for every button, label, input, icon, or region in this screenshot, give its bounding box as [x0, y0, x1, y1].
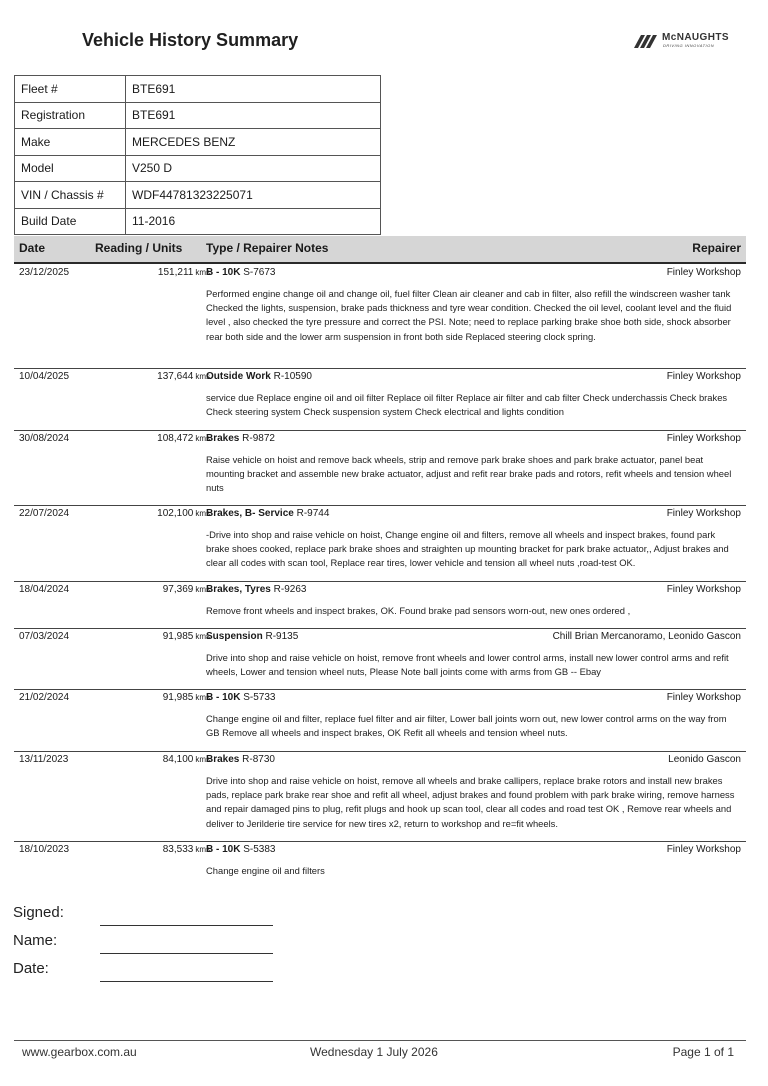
entry-reading-unit: kms	[195, 268, 210, 277]
vehicle-row	[15, 182, 381, 209]
entry-ref: R-8730	[242, 754, 275, 765]
page-title: Vehicle History Summary	[82, 30, 299, 50]
vehicle-field-value: BTE691	[126, 76, 381, 103]
history-entry	[14, 581, 746, 618]
entry-date: 23/12/2025	[19, 267, 70, 278]
entry-summary	[14, 841, 746, 859]
vehicle-field-label: Registration	[15, 102, 126, 129]
entry-repairer: Finley Workshop	[666, 508, 741, 519]
entry-type-name: Brakes, B- Service	[206, 508, 294, 519]
entry-reading-unit: kms	[195, 509, 210, 518]
entry-notes: Drive into shop and raise vehicle on hoist, remove front wheels and lower control arms, install new lower control arms and refit wheels, Lower and tension wheel nuts, Please Note ball joints come with arms from GB -- Ebay	[206, 652, 729, 678]
entry-notes: -Drive into shop and raise vehicle on hoist, Change engine oil and filters, remove all wheels and inspect brakes, found park brake shoes cooked, replace park brake shoes and straighten up mounting bracket for park brake actuator,, Adjust brakes and clear all codes with scan tool, Replace rear tires, lower vehicle and tension all wheel nuts ,road-test OK.	[206, 529, 729, 569]
entry-repairer: Chill Brian Mercanoramo, Leonido Gascon	[552, 631, 741, 642]
name-line	[100, 953, 273, 954]
vehicle-row	[15, 129, 381, 156]
entry-notes: Change engine oil and filters	[206, 865, 325, 876]
footer-date: Wednesday 1 July 2026	[310, 1045, 438, 1059]
logo-brand: McNAUGHTS	[662, 32, 729, 43]
vehicle-row	[15, 155, 381, 182]
entry-reading	[163, 692, 210, 703]
entry-reading	[157, 508, 210, 519]
entry-date: 07/03/2024	[19, 631, 70, 642]
entry-date: 18/10/2023	[19, 844, 70, 855]
history-entry	[14, 430, 746, 496]
entry-reading-value: 137,644	[157, 371, 194, 382]
entry-repairer: Finley Workshop	[666, 433, 741, 444]
entry-repairer: Finley Workshop	[666, 584, 741, 595]
entry-type	[206, 584, 306, 595]
entry-type	[206, 692, 275, 703]
entry-ref: R-9263	[273, 584, 307, 595]
entry-reading-unit: kms	[195, 693, 210, 702]
entry-reading-unit: kms	[195, 845, 210, 854]
entry-type-name: B - 10K	[206, 267, 241, 278]
entry-repairer: Finley Workshop	[666, 267, 741, 278]
name-label: Name:	[13, 932, 58, 949]
history-entry	[14, 628, 746, 679]
vehicle-field-value: BTE691	[126, 102, 381, 129]
entry-reading-unit: kms	[195, 434, 210, 443]
entry-type-name: Brakes	[206, 433, 240, 444]
entry-reading-unit: kms	[195, 632, 210, 641]
entry-summary	[14, 368, 746, 386]
entry-reading	[163, 754, 210, 765]
entry-date: 10/04/2025	[19, 371, 70, 382]
entry-type-name: Brakes	[206, 754, 240, 765]
footer-website: www.gearbox.com.au	[22, 1045, 137, 1059]
entry-reading	[157, 433, 210, 444]
vehicle-row	[15, 76, 381, 103]
vehicle-field-label: Model	[15, 155, 126, 182]
entry-reading	[163, 844, 210, 855]
entry-summary	[14, 751, 746, 769]
entry-date: 22/07/2024	[19, 508, 70, 519]
entry-type	[206, 631, 298, 642]
entry-notes: Change engine oil and filter, replace fuel filter and air filter, Lower ball joints worn out, new lower control arms on the way from GB Remove all wheels and inspect brakes, OK Refit all wheels and tension wheel nuts.	[206, 713, 727, 739]
col-type: Type / Repairer Notes	[206, 241, 329, 255]
entry-ref: S-5383	[243, 844, 276, 855]
col-reading: Reading / Units	[95, 241, 183, 255]
vehicle-field-label: VIN / Chassis #	[15, 182, 126, 209]
history-entry	[14, 505, 746, 571]
vehicle-row	[15, 208, 381, 235]
date-label: Date:	[13, 960, 49, 977]
entry-summary	[14, 689, 746, 707]
entry-date: 21/02/2024	[19, 692, 70, 703]
entry-notes: Performed engine change oil and change oil, fuel filter Clean air cleaner and cab in filter, also refill the windscreen washer tank Checked the lights, suspension, brake pads thickness and tyre wear condition. Checked the oil level, coolant level and the fluid level , also checked the tyre pressure and correct the PSI. Note; need to replace parking brake shoe both side, shock absorber rear both side and the lower arm suspension in front both side Replaced steering clock spring.	[206, 288, 732, 342]
entry-reading-unit: kms	[195, 372, 210, 381]
history-entry	[14, 689, 746, 740]
mcnaughts-logo	[634, 32, 734, 50]
vehicle-field-value: 11-2016	[126, 208, 381, 235]
entry-summary	[14, 628, 746, 646]
entry-ref: R-9872	[242, 433, 275, 444]
entry-reading	[163, 631, 210, 642]
entry-reading-value: 102,100	[157, 508, 194, 519]
vehicle-details-table	[14, 75, 381, 235]
entry-type	[206, 508, 329, 519]
entry-ref: S-7673	[243, 267, 276, 278]
entry-repairer: Finley Workshop	[666, 692, 741, 703]
entry-ref: R-9135	[265, 631, 299, 642]
entry-notes: Raise vehicle on hoist and remove back wheels, strip and remove park brake shoes and park brake actuator, panel beat mounting bracket and assemble new brake actuator, adjust and refit rear brake pads and rotors, refit wheels and tension wheel nuts	[206, 454, 732, 494]
entry-summary	[14, 581, 746, 599]
vehicle-field-value: V250 D	[126, 155, 381, 182]
entry-notes: Remove front wheels and inspect brakes, OK. Found brake pad sensors worn-out, new ones ordered ,	[206, 605, 631, 616]
entry-reading-value: 84,100	[162, 754, 194, 765]
entry-type-name: B - 10K	[206, 692, 241, 703]
signed-line	[100, 925, 273, 926]
footer-page: Page 1 of 1	[672, 1045, 734, 1059]
entry-ref: R-9744	[296, 508, 330, 519]
entry-reading-value: 83,533	[162, 844, 194, 855]
entry-reading-value: 91,985	[162, 692, 194, 703]
entry-reading-unit: kms	[195, 585, 210, 594]
entry-type	[206, 433, 275, 444]
entry-summary	[14, 505, 746, 523]
vehicle-field-label: Make	[15, 129, 126, 156]
entry-reading-value: 151,211	[157, 267, 194, 278]
history-entry	[14, 368, 746, 419]
entry-summary	[14, 264, 746, 282]
entry-reading	[163, 584, 210, 595]
logo-mark-icon	[634, 35, 660, 48]
entry-type	[206, 844, 275, 855]
history-entry	[14, 264, 746, 344]
entry-type-name: Outside Work	[206, 371, 271, 382]
entry-repairer: Leonido Gascon	[668, 754, 741, 765]
vehicle-field-value: WDF44781323225071	[126, 182, 381, 209]
entry-notes: Drive into shop and raise vehicle on hoist, remove all wheels and brake callipers, replace brake rotors and install new brakes pads, replace park brake rear shoe and refit all wheel, adjust brakes and found problem with park brake wiring, remove harness and repair damaged pins to plug, refit plugs and hook up scan tool, clear all codes and road test OK , Remove rear wheels and deliver to Jerilderie tire service for new tires x2, return to workshop and re=fit wheels.	[206, 775, 735, 829]
entry-type-name: B - 10K	[206, 844, 241, 855]
entry-repairer: Finley Workshop	[666, 371, 741, 382]
entry-reading-value: 108,472	[157, 433, 194, 444]
entry-summary	[14, 430, 746, 448]
date-line	[100, 981, 273, 982]
entry-reading-value: 97,369	[162, 584, 194, 595]
entry-type	[206, 371, 312, 382]
entry-reading-unit: kms	[195, 755, 210, 764]
entry-reading	[157, 371, 210, 382]
vehicle-field-label: Fleet #	[15, 76, 126, 103]
entry-date: 18/04/2024	[19, 584, 70, 595]
logo-tagline: DRIVING INNOVATION	[663, 43, 715, 48]
vehicle-field-label: Build Date	[15, 208, 126, 235]
vehicle-field-value: MERCEDES BENZ	[126, 129, 381, 156]
entry-reading	[158, 267, 210, 278]
col-repairer: Repairer	[692, 241, 741, 255]
col-date: Date	[19, 241, 46, 255]
entry-type-name: Suspension	[206, 631, 263, 642]
entry-type	[206, 267, 275, 278]
entry-notes: service due Replace engine oil and oil filter Replace oil filter Replace air filter and cab filter Check underchassis Check brakes Check steering system Check suspension system Check electrical and lights condition	[206, 392, 728, 418]
vehicle-row	[15, 102, 381, 129]
entry-ref: R-10590	[273, 371, 312, 382]
entry-date: 30/08/2024	[19, 433, 70, 444]
entry-ref: S-5733	[243, 692, 276, 703]
entry-date: 13/11/2023	[19, 754, 69, 765]
entry-type	[206, 754, 275, 765]
footer-divider	[14, 1040, 746, 1041]
entry-type-name: Brakes, Tyres	[206, 584, 271, 595]
history-table-header	[14, 236, 746, 262]
entry-reading-value: 91,985	[162, 631, 194, 642]
history-entry	[14, 751, 746, 831]
history-entry	[14, 841, 746, 878]
entry-repairer: Finley Workshop	[666, 844, 741, 855]
signed-label: Signed:	[13, 904, 64, 921]
